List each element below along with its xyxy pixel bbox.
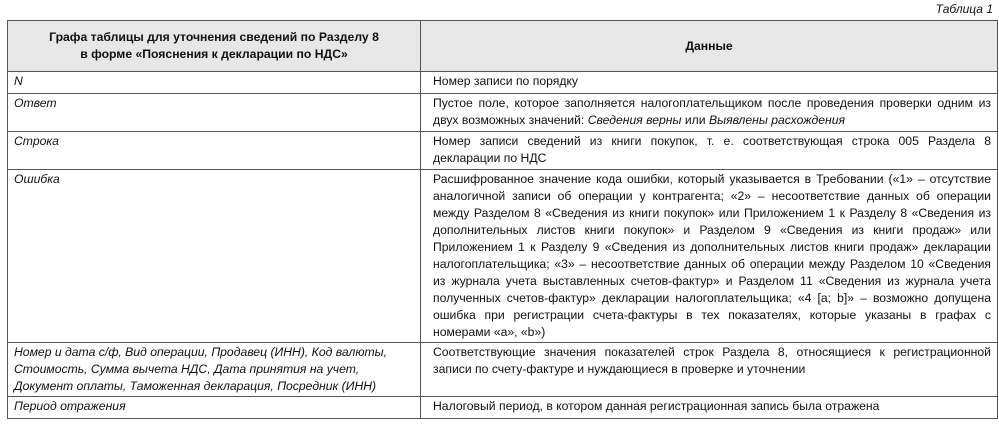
row-field: Ответ [8, 94, 421, 132]
table-caption: Таблица 1 [935, 2, 993, 16]
row-field: N [8, 72, 421, 94]
answer-or: или [684, 113, 706, 127]
answer-value-2: Выявлены расхождения [708, 113, 845, 127]
data-table [7, 20, 998, 419]
row-field-line: Номер и дата с/ф, Вид операции, Продавец (ИНН), Код валюты, [14, 345, 388, 359]
header-data-column: Данные [421, 21, 998, 72]
header-field-line-1: Графа таблицы для уточнения сведений по Разделу 8 [49, 30, 379, 44]
row-field: Период отражения [8, 397, 421, 419]
row-data: Номер записи по порядку [421, 72, 998, 94]
answer-value-1: Сведения верны [587, 113, 682, 127]
table-row [8, 72, 998, 94]
answer-intro: Пустое поле, которое заполняется налогоплательщиком после проведения проверки одним из двух возможных значений: [433, 96, 991, 127]
row-data: Соответствующие значения показателей строк Раздела 8, относящиеся к регистрационной записи по счету-фактуре и нуждающиеся в проверке и уточнении [421, 343, 998, 397]
table-row [8, 397, 998, 419]
table-row [8, 170, 998, 343]
table-row [8, 94, 998, 132]
row-data [421, 94, 998, 132]
header-field-column [8, 21, 421, 72]
row-data: Расшифрованное значение кода ошибки, который указывается в Требовании («1» – отсутствие аналогичной записи об операции у контрагента; «2» – несоответствие данных об операции между Разделом 8 «Сведения из книги покупок» или Приложением 1 к Разделу 8 «Сведения из дополнительных листов книги покупок» и Разделом 9 «Сведения из книги продаж» или Приложением 1 к Разделу 9 «Сведения из дополнительных листов книги продаж» декларации налогоплательщика; «3» – несоответствие данных об операции между Разделом 10 «Сведения из журнала учета выставленных счетов-фактур» и Разделом 11 «Сведения из журнала учета полученных счетов-фактур» декларации налогоплательщика; «4 [a; b]» – возможно допущена ошибка при регистрации счета-фактуры в тех показателях, которые указаны в графах с номерами «a», «b») [421, 170, 998, 343]
row-field: Ошибка [8, 170, 421, 343]
row-field: Строка [8, 132, 421, 170]
table-header-row [8, 21, 998, 72]
row-data: Налоговый период, в котором данная регистрационная запись была отражена [421, 397, 998, 419]
row-data: Номер записи сведений из книги покупок, т. е. соответствующая строка 005 Раздела 8 декларации по НДС [421, 132, 998, 170]
row-field [8, 343, 421, 397]
header-field-line-2: в форме «Пояснения к декларации по НДС» [80, 47, 348, 61]
table-row [8, 132, 998, 170]
row-field-line: Стоимость, Сумма вычета НДС, Дата принятия на учет, [14, 362, 360, 376]
row-field-line: Документ оплаты, Таможенная декларация, Посредник (ИНН) [14, 379, 377, 393]
table-row [8, 343, 998, 397]
